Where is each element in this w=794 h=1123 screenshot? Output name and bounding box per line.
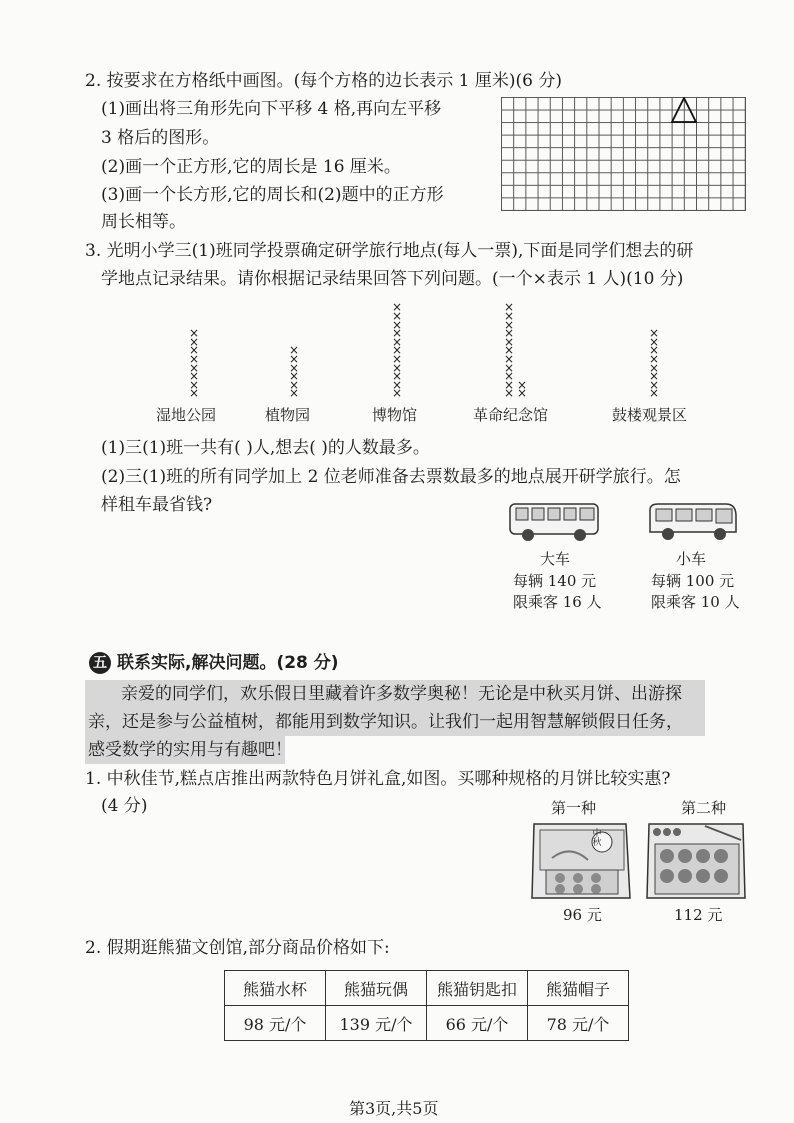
big-bus-price: 每辆 140 元 — [513, 572, 597, 590]
vote-mark-column: × × × × × × × × — [188, 326, 200, 401]
category-label: 湿地公园 — [156, 406, 217, 424]
category-label: 革命纪念馆 — [473, 406, 549, 424]
vote-mark-column: × × — [516, 377, 528, 401]
q2-part3-line1: (3)画一个长方形,它的周长和(2)题中的正方形 — [101, 185, 444, 205]
q2-title: 2. 按要求在方格纸中画图。(每个方格的边长表示 1 厘米)(6 分) — [85, 71, 562, 91]
table-header: 熊猫水杯 — [225, 971, 326, 1006]
small-bus-capacity: 限乘客 10 人 — [651, 593, 740, 611]
intro-line3: 感受数学的实用与有趣吧！ — [88, 740, 292, 760]
table-cell: 139 元/个 — [326, 1006, 427, 1041]
price-table — [224, 970, 629, 1041]
category-label: 博物馆 — [372, 406, 418, 424]
mooncake-box-2 — [645, 818, 749, 902]
table-cell: 78 元/个 — [528, 1006, 629, 1041]
q3-sub2-line1: (2)三(1)班的所有同学加上 2 位老师准备去票数最多的地点展开研学旅行。怎 — [101, 467, 681, 487]
q2-part2: (2)画一个正方形,它的周长是 16 厘米。 — [101, 157, 401, 177]
small-bus-name: 小车 — [676, 550, 707, 568]
q2-part1-line1: (1)画出将三角形先向下平移 4 格,再向左平移 — [101, 99, 442, 119]
big-bus-name: 大车 — [540, 550, 571, 568]
vote-mark-column: × × × × × × × × × × × — [391, 300, 403, 401]
s5-q1-line1: 1. 中秋佳节,糕点店推出两款特色月饼礼盒,如图。买哪种规格的月饼比较实惠? — [85, 769, 671, 789]
big-bus-capacity: 限乘客 16 人 — [513, 593, 602, 611]
q3-sub1: (1)三(1)班一共有( )人,想去( )的人数最多。 — [101, 438, 430, 458]
big-bus-icon — [506, 498, 606, 544]
vote-mark-column: × × × × × × × × — [648, 326, 660, 401]
box1-mark: 中秋 — [592, 829, 602, 848]
box2-price: 112 元 — [674, 906, 723, 924]
triangle-shape — [501, 97, 751, 217]
q2-part3-line2: 周长相等。 — [101, 212, 186, 232]
box1-price: 96 元 — [563, 906, 602, 924]
intro-line1: 亲爱的同学们，欢乐假日里藏着许多数学奥秘！无论是中秋买月饼、出游探 — [121, 684, 682, 704]
s5-q2: 2. 假期逛熊猫文创馆,部分商品价格如下: — [85, 938, 390, 958]
section-number-badge: 五 — [89, 652, 111, 674]
category-label: 植物园 — [265, 406, 311, 424]
table-header: 熊猫帽子 — [528, 971, 629, 1006]
intro-line2: 亲，还是参与公益植树，都能用到数学知识。让我们一起用智慧解锁假日任务， — [88, 712, 683, 732]
q3-title-line2: 学地点记录结果。请你根据记录结果回答下列问题。(一个×表示 1 人)(10 分) — [101, 269, 684, 289]
mooncake-box-1 — [530, 818, 634, 902]
table-cell: 98 元/个 — [225, 1006, 326, 1041]
q3-title-line1: 3. 光明小学三(1)班同学投票确定研学旅行地点(每人一票),下面是同学们想去的研 — [85, 241, 694, 261]
q2-part1-line2: 3 格后的图形。 — [101, 128, 220, 148]
s5-q1-line2: (4 分) — [101, 796, 148, 816]
vote-mark-column: × × × × × × — [288, 343, 300, 401]
page-footer: 第3页,共5页 — [349, 1099, 439, 1118]
small-bus-price: 每辆 100 元 — [651, 572, 735, 590]
category-label: 鼓楼观景区 — [612, 406, 688, 424]
box1-label: 第一种 — [551, 799, 597, 817]
vote-mark-column: × × × × × × × × × × × — [503, 300, 515, 401]
table-cell: 66 元/个 — [427, 1006, 528, 1041]
table-header: 熊猫玩偶 — [326, 971, 427, 1006]
q3-sub2-line2: 样租车最省钱? — [101, 495, 213, 515]
table-header: 熊猫钥匙扣 — [427, 971, 528, 1006]
small-bus-icon — [644, 498, 744, 544]
box2-label: 第二种 — [681, 799, 727, 817]
section-title: 联系实际,解决问题。(28 分) — [117, 653, 339, 673]
